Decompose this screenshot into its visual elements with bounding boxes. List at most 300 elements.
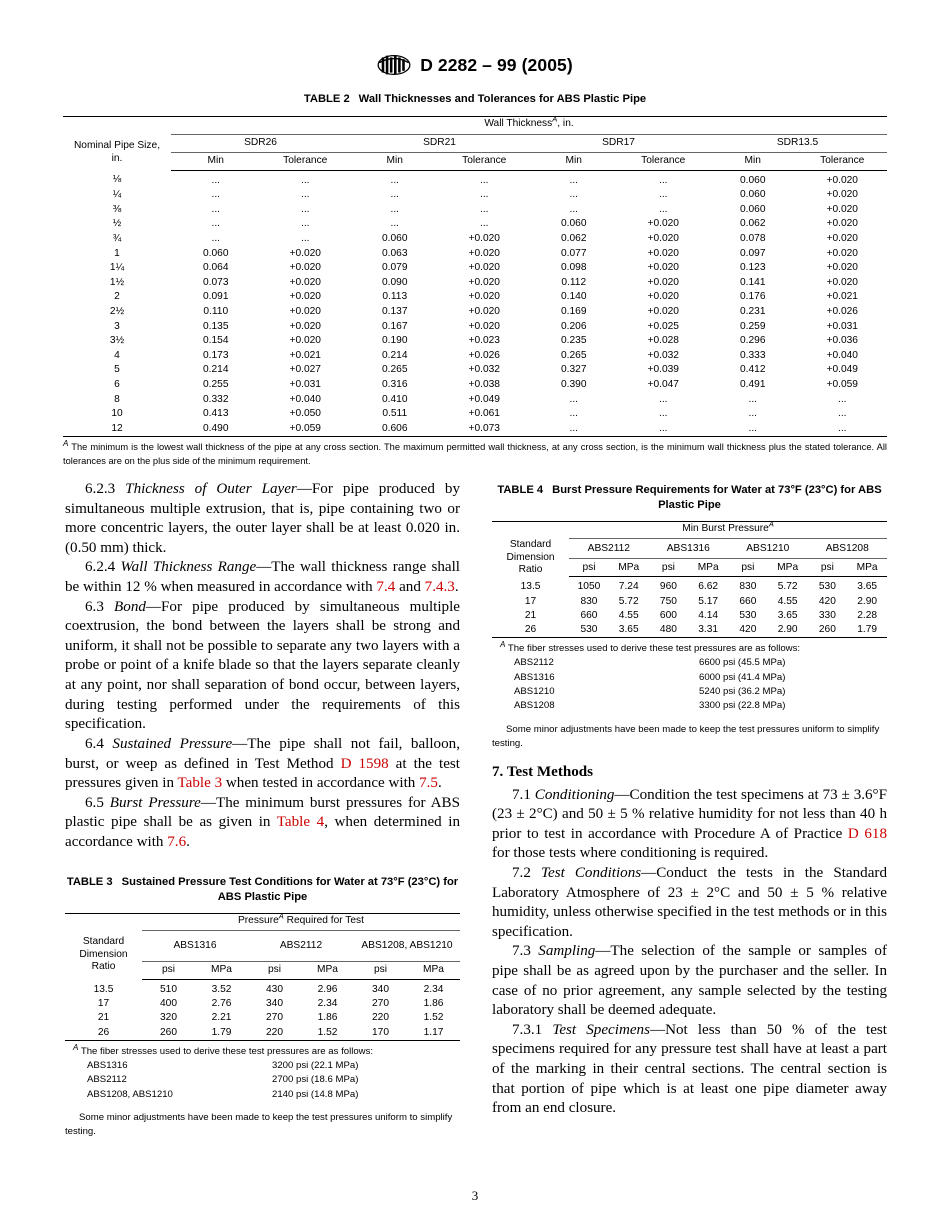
table-2-cell-value: 0.062	[740, 218, 766, 230]
table-2-cell-value: 0.098	[561, 262, 587, 274]
footnote-material-name: ABS1210	[514, 685, 555, 697]
table-2-cell-value: ...	[838, 393, 847, 405]
table-2-cell-value: ...	[798, 422, 888, 437]
table-4-title	[492, 483, 887, 513]
table-4	[492, 521, 887, 638]
table-2-block	[63, 92, 887, 468]
table-3-cell-value: 170	[354, 1026, 407, 1041]
table-2-cell-value: 0.173	[203, 349, 229, 361]
footnote-list-item	[65, 1059, 460, 1073]
table-3-cell-value: 270	[372, 998, 389, 1010]
table-3-caption: Sustained Pressure Test Conditions for Water at 73°F (23°C) for ABS Plastic Pipe	[121, 875, 459, 903]
table-3-subheader-psi: psi	[142, 962, 195, 980]
section-text: —The pipe shall not fail, balloon, burst, or weep as defined in Test Method	[65, 735, 460, 772]
table-2-cell-value: +0.020	[468, 233, 500, 245]
table-2-cell-value: 0.169	[561, 306, 587, 318]
table-4-subheader-mpa: MPa	[688, 559, 728, 577]
table-4-cell-value: 420	[818, 595, 836, 607]
table-2-cell-value: ...	[390, 218, 399, 230]
section-term: Bond	[114, 598, 146, 615]
table-4-cell-value: 2.90	[768, 623, 808, 638]
table-2-cell-size: 4	[114, 349, 120, 361]
table-2-spanner-row	[63, 117, 887, 135]
table-3-block	[65, 875, 460, 1139]
section-number: 6.2.3	[85, 481, 116, 497]
table-3-title	[65, 875, 460, 905]
table-2-cell-value: +0.020	[468, 262, 500, 274]
footnote-list-item	[492, 671, 887, 685]
table-2-cell-value: 0.123	[740, 262, 766, 274]
table-2	[63, 116, 887, 437]
table-3-cell-value: 2.34	[317, 998, 338, 1010]
table-4-cell-value: 4.55	[618, 609, 639, 621]
footnote-list-item	[492, 656, 887, 670]
footnote-material-name: ABS2112	[514, 657, 554, 669]
table-2-cell-value: +0.020	[647, 233, 679, 245]
table-2-cell-value: ...	[301, 218, 310, 230]
table-3-subheader-mpa: MPa	[195, 962, 248, 980]
cross-reference-link[interactable]: 7.4	[376, 579, 396, 596]
table-2-cell-value: ...	[390, 203, 399, 215]
table-2-cell-value: 0.091	[203, 291, 229, 303]
paragraph-6-4: 6.4 Sustained Pressure—The pipe shall not fail, balloon, burst, or weep as defined in Test Method D 1598 at the test pressures given in Table 3 when tested in accordance with 7.5.	[65, 735, 460, 792]
table-2-cell-value: 0.259	[740, 320, 766, 332]
table-2-cell-value: 0.167	[382, 320, 408, 332]
table-2-caption: Wall Thicknesses and Tolerances for ABS Plastic Pipe	[358, 93, 647, 105]
cross-reference-link[interactable]: D 1598	[340, 755, 389, 772]
table-3-cell-sdr: 26	[65, 1026, 142, 1041]
table-4-subheader-psi: psi	[649, 559, 689, 577]
table-2-cell-value: ...	[390, 174, 399, 186]
table-4-cell-value: 830	[580, 595, 598, 607]
table-2-cell-value: +0.059	[261, 422, 351, 437]
table-2-cell-value: 0.112	[561, 276, 587, 288]
table-2-group-sdr17: SDR17	[529, 134, 708, 152]
table-2-cell-value: 0.154	[203, 335, 229, 347]
table-row	[63, 261, 887, 276]
table-2-cell-value: +0.031	[289, 379, 321, 391]
table-2-cell-value: +0.040	[289, 393, 321, 405]
table-2-cell-value: 0.078	[740, 233, 766, 245]
table-3-subheader-mpa: MPa	[407, 962, 460, 980]
table-3-group-row	[65, 931, 460, 962]
table-2-cell-value: +0.021	[826, 291, 858, 303]
table-4-cell-value: 4.55	[777, 595, 798, 607]
table-2-cell-value: 0.060	[740, 203, 766, 215]
footnote-material-name: ABS1208, ABS1210	[87, 1088, 173, 1100]
table-2-cell-value: ...	[211, 218, 220, 230]
table-4-cell-sdr: 21	[524, 609, 537, 621]
table-3-cell-value: 2.34	[423, 984, 444, 995]
table-2-cell-size: 3½	[109, 335, 125, 347]
table-3-spanner-row	[65, 913, 460, 930]
table-2-cell-value: ...	[619, 422, 709, 437]
table-row	[63, 305, 887, 320]
footnote-list-item	[492, 685, 887, 699]
table-2-cell-value: ...	[659, 393, 668, 405]
right-column	[492, 480, 887, 1139]
table-2-cell-value: +0.038	[468, 379, 500, 391]
footnote-stress-value: 2700 psi (18.6 MPa)	[272, 1074, 359, 1086]
table-4-cell-value: 4.14	[698, 609, 719, 621]
table-2-cell-value: +0.025	[647, 320, 679, 332]
table-2-row-header: Nominal Pipe Size, in.	[73, 140, 161, 165]
table-2-cell-value: +0.059	[826, 379, 858, 391]
footnote-stress-value: 2140 psi (14.8 MPa)	[272, 1088, 359, 1100]
table-2-cell-value: +0.061	[468, 408, 500, 420]
table-3-group-abs2112: ABS2112	[248, 931, 354, 962]
table-4-cell-value: 3.31	[688, 623, 728, 638]
footnote-marker: A	[768, 519, 774, 529]
table-4-cell-value: 660	[739, 595, 757, 607]
table-2-cell-size: 1	[114, 247, 120, 259]
table-2-cell-value: +0.026	[826, 306, 858, 318]
table-4-subheader-mpa: MPa	[847, 559, 887, 577]
cross-reference-link[interactable]: 7.4.3	[424, 579, 455, 596]
table-2-cell-value: 0.190	[382, 335, 408, 347]
table-4-cell-value: 5.72	[777, 581, 798, 593]
footnote-marker: A	[63, 439, 69, 449]
table-2-group-sdr21: SDR21	[350, 134, 529, 152]
table-2-cell-value: ...	[211, 189, 220, 201]
table-2-footnote	[63, 441, 887, 468]
table-2-cell-value: 0.390	[561, 379, 587, 391]
section-number: 7.3	[512, 943, 531, 960]
table-2-cell-value: ...	[301, 189, 310, 201]
cross-reference-link[interactable]: 7.5	[419, 775, 438, 792]
body-columns	[65, 480, 887, 1139]
table-3-cell-value: 270	[266, 1012, 283, 1024]
table-2-cell-value: 0.060	[740, 189, 766, 201]
table-2-cell-value: 0.097	[740, 247, 766, 259]
table-2-cell-value: 0.316	[382, 379, 408, 391]
document-number: D 2282 – 99 (2005)	[420, 54, 573, 75]
table-row	[492, 623, 887, 638]
table-4-footnote-note: Some minor adjustments have been made to keep the test pressures uniform to simplify testing.	[492, 723, 880, 749]
table-4-cell-value: 530	[569, 623, 609, 638]
table-2-cell-value: +0.036	[826, 335, 858, 347]
table-3-cell-value: 340	[266, 998, 283, 1010]
table-2-cell-size: ¼	[112, 189, 122, 201]
table-4-cell-value: 260	[808, 623, 848, 638]
table-3-body	[65, 980, 460, 1041]
table-2-cell-value: 0.235	[561, 335, 587, 347]
paragraph-7-2	[492, 864, 887, 942]
table-2-cell-value: ...	[748, 408, 757, 420]
table-2-cell-value: ...	[569, 189, 578, 201]
table-3-subheader-psi: psi	[354, 962, 407, 980]
table-4-cell-value: 2.28	[857, 609, 878, 621]
table-3-cell-value: 510	[160, 984, 177, 995]
table-row	[63, 217, 887, 232]
table-2-cell-value: +0.031	[826, 320, 858, 332]
table-2-cell-value: ...	[569, 174, 578, 186]
section-text: —Conduct the tests in the Standard Laboratory Atmosphere of 23 ± 2°C and 50 ± 5 % relative humidity, unless otherwise specified in the test methods or in this specification.	[492, 864, 887, 940]
table-4-cell-sdr: 13.5	[520, 581, 541, 593]
table-4-cell-value: 530	[818, 581, 836, 593]
table-4-subheader-psi: psi	[728, 559, 768, 577]
table-2-cell-value: 0.090	[382, 276, 408, 288]
section-term: Test Conditions	[540, 864, 642, 881]
footnote-material-name: ABS1208	[514, 700, 555, 712]
section-number: 6.2.4	[85, 559, 116, 576]
table-2-cell-value: +0.020	[826, 189, 858, 201]
table-3-cell-value: 260	[142, 1026, 195, 1041]
table-row	[63, 363, 887, 378]
table-2-cell-value: +0.020	[826, 247, 858, 259]
footnote-marker: A	[73, 1042, 79, 1052]
table-2-cell-value: 0.079	[382, 262, 408, 274]
table-row	[63, 188, 887, 203]
table-row	[63, 170, 887, 188]
footnote-list-item	[65, 1073, 460, 1087]
table-3-cell-value: 430	[266, 984, 283, 995]
table-4-cell-value: 330	[818, 609, 836, 621]
paragraph-6-2-4: 6.2.4 Wall Thickness Range—The wall thickness range shall be within 12 % when measured in accordance with 7.4 and 7.4.3.	[65, 559, 460, 596]
section-text: —For pipe produced by simultaneous multiple extrusion, that is, pipe containing two or more concentric layers, the outer layer shall be at least 0.020 in. (0.50 mm) thick.	[65, 481, 460, 556]
section-number: 6.3	[85, 598, 104, 615]
section-term: Burst Pressure	[109, 794, 201, 811]
table-row	[63, 290, 887, 305]
section-text: —For pipe produced by simultaneous multiple coextrusion, the bond between the layers shall be strong and uniform, it shall not be possible to separate any two layers with a probe or point of a knife blade so that the layers separate cleanly at any point, nor shall separation of bond occur, between layers, during testing performed under the requirements of this specification.	[65, 598, 460, 733]
table-4-group-abs1316: ABS1316	[649, 539, 728, 559]
table-4-footnote-list	[492, 656, 887, 714]
table-2-cell-size: 2½	[109, 306, 125, 318]
table-2-cell-size: 2	[114, 291, 120, 303]
table-2-cell-value: 0.296	[740, 335, 766, 347]
table-4-body	[492, 577, 887, 638]
table-4-spanner: Min Burst Pressure$^A$	[569, 522, 887, 539]
table-2-cell-size: 5	[114, 364, 120, 376]
section-term: Thickness of Outer Layer	[125, 481, 297, 497]
table-3-cell-sdr: 13.5	[93, 983, 114, 995]
table-3-cell-sdr: 17	[97, 998, 110, 1010]
table-row	[65, 997, 460, 1011]
table-2-cell-value: +0.047	[647, 379, 679, 391]
table-2-title	[63, 92, 887, 107]
footnote-text: The fiber stresses used to derive these test pressures are as follows:	[507, 643, 801, 655]
section-term: Wall Thickness Range	[120, 559, 257, 576]
table-2-cell-value: +0.020	[826, 203, 858, 215]
table-2-cell-size: ¾	[112, 233, 122, 245]
section-text: —Not less than 50 % of the test specimens required for any pressure test shall have at least a part of the marking in their central sections. The central section is that portion of pipe which is at least one pipe diameter away from an end closure.	[492, 1021, 888, 1117]
table-2-cell-value: +0.021	[289, 349, 321, 361]
table-4-subheader-psi: psi	[808, 559, 848, 577]
table-2-cell-value: 0.073	[203, 276, 229, 288]
table-3-cell-value: 1.52	[301, 1026, 354, 1041]
footnote-text: The fiber stresses used to derive these test pressures are as follows:	[80, 1045, 374, 1057]
table-2-cell-value: +0.049	[468, 393, 500, 405]
table-2-subheader-row	[63, 152, 887, 170]
table-4-row-header: Standard Dimension Ratio	[506, 539, 555, 576]
table-4-cell-value: 2.90	[857, 595, 878, 607]
table-4-subheader-mpa: MPa	[609, 559, 649, 577]
table-4-block	[492, 483, 887, 751]
table-2-cell-value: 0.606	[350, 422, 440, 437]
table-row	[492, 609, 887, 623]
table-2-cell-size: 12	[63, 422, 171, 437]
section-term: Conditioning	[534, 786, 615, 803]
section-number: 7.3.1	[512, 1021, 543, 1038]
table-row	[63, 393, 887, 408]
table-2-subheader-tolerance: Tolerance	[440, 152, 530, 170]
table-2-cell-value: +0.020	[289, 262, 321, 274]
table-2-cell-value: 0.113	[382, 291, 408, 303]
table-3-cell-value: 1.79	[195, 1026, 248, 1041]
footnote-marker: A	[552, 114, 558, 124]
table-2-subheader-min: Min	[171, 152, 261, 170]
table-2-cell-value: +0.032	[468, 364, 500, 376]
footnote-list-item	[65, 1088, 460, 1102]
table-4-cell-value: 530	[739, 609, 757, 621]
table-2-cell-value: +0.049	[826, 364, 858, 376]
table-4-cell-value: 660	[580, 609, 598, 621]
table-2-cell-value: 0.413	[203, 408, 229, 420]
table-2-cell-value: 0.060	[740, 174, 766, 186]
table-2-group-sdr26: SDR26	[171, 134, 350, 152]
table-2-cell-value: 0.255	[203, 379, 229, 391]
table-2-cell-value: 0.176	[740, 291, 766, 303]
document-header	[0, 0, 950, 78]
table-3-group-abs1316: ABS1316	[142, 931, 248, 962]
table-3-subheader-psi: psi	[248, 962, 301, 980]
table-4-number: TABLE 4	[497, 484, 544, 496]
table-4-cell-value: 1.79	[847, 623, 887, 638]
table-4-cell-value: 7.24	[618, 581, 639, 593]
table-2-cell-value: ...	[480, 174, 489, 186]
table-2-cell-value: ...	[211, 203, 220, 215]
table-2-cell-value: +0.020	[647, 247, 679, 259]
table-3-cell-value: 2.76	[211, 998, 232, 1010]
table-2-cell-value: ...	[211, 174, 220, 186]
table-2-cell-value: +0.020	[647, 306, 679, 318]
table-2-cell-value: ...	[211, 233, 220, 245]
table-2-cell-value: +0.020	[647, 276, 679, 288]
table-2-cell-value: ...	[659, 203, 668, 215]
table-2-cell-size: 8	[114, 393, 120, 405]
cross-reference-link[interactable]: 7.6	[167, 833, 187, 850]
table-3-cell-value: 220	[372, 1012, 389, 1024]
table-2-cell-value: 0.140	[561, 291, 587, 303]
table-3	[65, 913, 460, 1041]
footnote-stress-value: 5240 psi (36.2 MPa)	[699, 685, 786, 697]
footnote-material-name: ABS1316	[514, 671, 555, 683]
table-2-cell-value: +0.020	[826, 262, 858, 274]
table-2-cell-value: 0.231	[740, 306, 766, 318]
table-4-spanner-row	[492, 522, 887, 539]
paragraph-6-3	[65, 598, 460, 735]
table-4-cell-value: 5.72	[618, 595, 639, 607]
table-2-cell-value: ...	[659, 174, 668, 186]
table-4-cell-value: 3.65	[777, 609, 798, 621]
table-2-cell-value: 0.214	[382, 349, 408, 361]
table-4-cell-value: 3.65	[857, 581, 878, 593]
table-3-cell-value: 3.52	[211, 984, 232, 995]
table-4-subheader-mpa: MPa	[768, 559, 808, 577]
footnote-stress-value: 6600 psi (45.5 MPa)	[699, 657, 786, 669]
table-2-cell-value: ...	[529, 422, 619, 437]
table-3-cell-value: 400	[160, 998, 177, 1010]
table-4-subheader-psi: psi	[569, 559, 609, 577]
section-text: —The wall thickness range shall be within 12 % when measured in accordance with	[65, 559, 460, 596]
table-row	[63, 334, 887, 349]
table-2-subheader-tolerance: Tolerance	[619, 152, 709, 170]
cross-reference-link[interactable]: D 618	[847, 825, 887, 842]
table-row	[65, 980, 460, 998]
table-3-cell-value: 220	[248, 1026, 301, 1041]
table-2-cell-value: 0.063	[382, 247, 408, 259]
table-2-cell-value: +0.020	[289, 335, 321, 347]
table-2-cell-value: +0.020	[289, 291, 321, 303]
table-2-cell-value: 0.064	[203, 262, 229, 274]
section-term: Test Specimens	[552, 1021, 650, 1038]
table-2-cell-value: +0.032	[647, 349, 679, 361]
table-4-cell-value: 750	[659, 595, 677, 607]
footnote-marker: A	[278, 911, 284, 921]
table-2-cell-value: ...	[301, 203, 310, 215]
table-2-cell-value: +0.040	[826, 349, 858, 361]
table-2-cell-value: 0.135	[203, 320, 229, 332]
table-2-cell-value: 0.062	[561, 233, 587, 245]
table-2-cell-value: +0.020	[468, 276, 500, 288]
table-2-cell-value: 0.491	[740, 379, 766, 391]
table-2-cell-value: ...	[569, 393, 578, 405]
table-2-cell-value: 0.265	[561, 349, 587, 361]
table-3-spanner: Pressure$^A$ Required for Test	[142, 913, 460, 930]
table-2-cell-value: 0.412	[740, 364, 766, 376]
table-2-cell-value: 0.110	[203, 306, 229, 318]
table-4-cell-value: 3.65	[609, 623, 649, 638]
table-2-cell-value: ...	[659, 408, 668, 420]
table-2-cell-value: ...	[480, 189, 489, 201]
footnote-stress-value: 3200 psi (22.1 MPa)	[272, 1059, 359, 1071]
table-2-cell-value: +0.023	[468, 335, 500, 347]
section-number: 6.5	[85, 794, 104, 811]
section-number: 7.2	[512, 864, 531, 881]
table-2-cell-value: 0.214	[203, 364, 229, 376]
section-number: 7.1	[512, 786, 531, 803]
section-term: Sustained Pressure	[112, 735, 233, 752]
table-2-cell-value: 0.077	[561, 247, 587, 259]
cross-reference-link[interactable]: Table 3	[177, 775, 223, 792]
table-2-cell-value: +0.020	[289, 247, 321, 259]
table-2-subheader-min: Min	[529, 152, 619, 170]
paragraph-7-3-1	[492, 1021, 887, 1119]
table-3-footnote-head	[65, 1042, 460, 1059]
table-4-group-abs1210: ABS1210	[728, 539, 807, 559]
table-2-subheader-min: Min	[708, 152, 798, 170]
table-2-cell-value: 0.327	[561, 364, 587, 376]
section-text: —The minimum burst pressures for ABS plastic pipe shall be as given in	[65, 794, 460, 831]
table-row	[63, 407, 887, 422]
table-2-cell-value: +0.020	[647, 218, 679, 230]
table-2-cell-value: 0.490	[171, 422, 261, 437]
table-2-cell-value: ...	[569, 408, 578, 420]
table-row	[63, 422, 887, 437]
table-2-cell-size: ½	[112, 218, 122, 230]
table-2-cell-size: 10	[111, 408, 123, 420]
table-2-body	[63, 170, 887, 437]
table-row	[63, 247, 887, 262]
table-4-group-abs2112: ABS2112	[569, 539, 648, 559]
table-3-footnote-list	[65, 1059, 460, 1102]
table-2-cell-value: ...	[480, 218, 489, 230]
table-2-cell-value: 0.332	[203, 393, 229, 405]
table-4-cell-value: 6.62	[698, 581, 719, 593]
table-2-cell-value: ...	[748, 393, 757, 405]
cross-reference-link[interactable]: Table 4	[276, 814, 325, 831]
table-4-cell-value: 420	[728, 623, 768, 638]
